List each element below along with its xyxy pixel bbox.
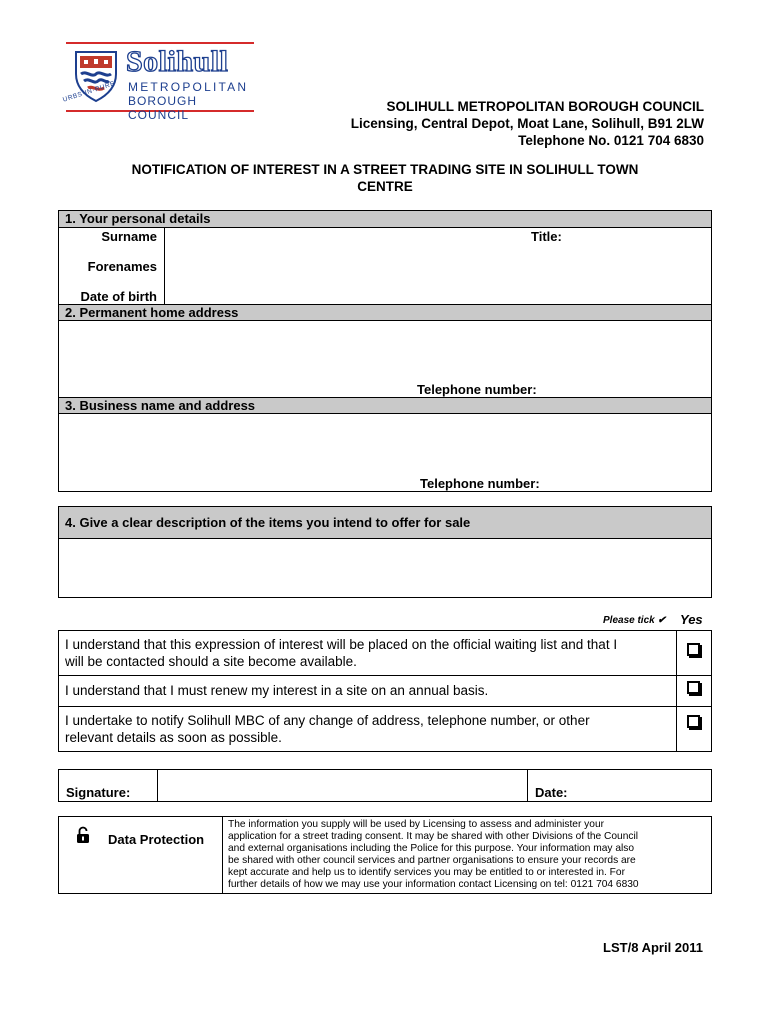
council-name: SOLIHULL METROPOLITAN BOROUGH COUNCIL	[386, 99, 704, 114]
padlock-icon	[76, 826, 90, 844]
declaration-2-text: I understand that I must renew my interest in a site on an annual basis.	[65, 683, 489, 698]
signature-input[interactable]	[158, 770, 527, 801]
logo-motto: URBS·IN·RURE	[62, 80, 117, 104]
date-input[interactable]	[579, 770, 711, 801]
details-box	[58, 210, 712, 492]
logo-line-metropolitan: METROPOLITAN	[128, 80, 249, 94]
personal-details-input[interactable]	[165, 228, 711, 304]
declaration-3-checkbox[interactable]	[687, 715, 700, 728]
forenames-label: Forenames	[87, 259, 157, 274]
items-description-input[interactable]	[59, 539, 711, 597]
surname-label: Surname	[101, 229, 157, 244]
row-divider	[59, 675, 711, 676]
date-divider	[527, 770, 528, 801]
declarations-box	[58, 630, 712, 752]
dob-label: Date of birth	[80, 289, 157, 304]
section2-heading: 2. Permanent home address	[59, 304, 711, 321]
data-protection-divider	[222, 817, 223, 893]
declaration-1-text: I understand that this expression of interest will be placed on the official waiting list and that I will be contacted should a site become available.	[65, 637, 618, 669]
section1-heading: 1. Your personal details	[59, 211, 711, 228]
signature-label: Signature:	[66, 785, 131, 800]
council-logo	[62, 42, 254, 122]
business-telephone-label: Telephone number:	[420, 476, 540, 491]
council-address: Licensing, Central Depot, Moat Lane, Solihull, B91 2LW	[350, 116, 704, 131]
data-protection-label: Data Protection	[108, 832, 205, 847]
yes-label: Yes	[680, 612, 703, 627]
section3-heading: 3. Business name and address	[59, 397, 711, 414]
business-address-input[interactable]	[59, 414, 711, 491]
form-reference: LST/8 April 2011	[603, 940, 703, 955]
logo-wordmark: Solihull	[126, 45, 229, 78]
form-title-line2: CENTRE	[357, 179, 413, 194]
data-protection-text: The information you supply will be used by Licensing to assess and administer your application for a street trading consent. It may be shared with other Divisions of the Council and external organisations including the Police for this purpose. Your information may also be shared with other council services and partner organisations to ensure your records are kept accurate and help us to identify services you may be entitled to or interested in. For further details of how we may use your information contact Licensing on tel: 0121 704 6830	[228, 819, 639, 890]
declaration-1-checkbox[interactable]	[687, 643, 700, 656]
date-label: Date:	[535, 785, 568, 800]
form-title-line1: NOTIFICATION OF INTEREST IN A STREET TRADING SITE IN SOLIHULL TOWN	[131, 162, 639, 177]
data-protection-box	[58, 816, 712, 894]
section4-heading: 4. Give a clear description of the items you intend to offer for sale	[59, 507, 711, 539]
header-block	[351, 98, 704, 149]
logo-line-borough-council: BOROUGH COUNCIL	[128, 94, 198, 122]
declaration-3-text: I undertake to notify Solihull MBC of any change of address, telephone number, or other relevant details as soon as possible.	[65, 713, 590, 745]
council-phone: Telephone No. 0121 704 6830	[518, 133, 704, 148]
declaration-2-checkbox[interactable]	[687, 681, 700, 694]
title-label: Title:	[531, 229, 562, 244]
signature-box	[58, 769, 712, 802]
row-divider	[59, 706, 711, 707]
tick-column-divider	[676, 631, 677, 751]
home-address-input[interactable]	[59, 321, 711, 397]
please-tick-label: Please tick ✔	[603, 615, 666, 626]
form-title	[70, 161, 700, 195]
items-box	[58, 506, 712, 598]
home-telephone-label: Telephone number:	[417, 382, 537, 397]
